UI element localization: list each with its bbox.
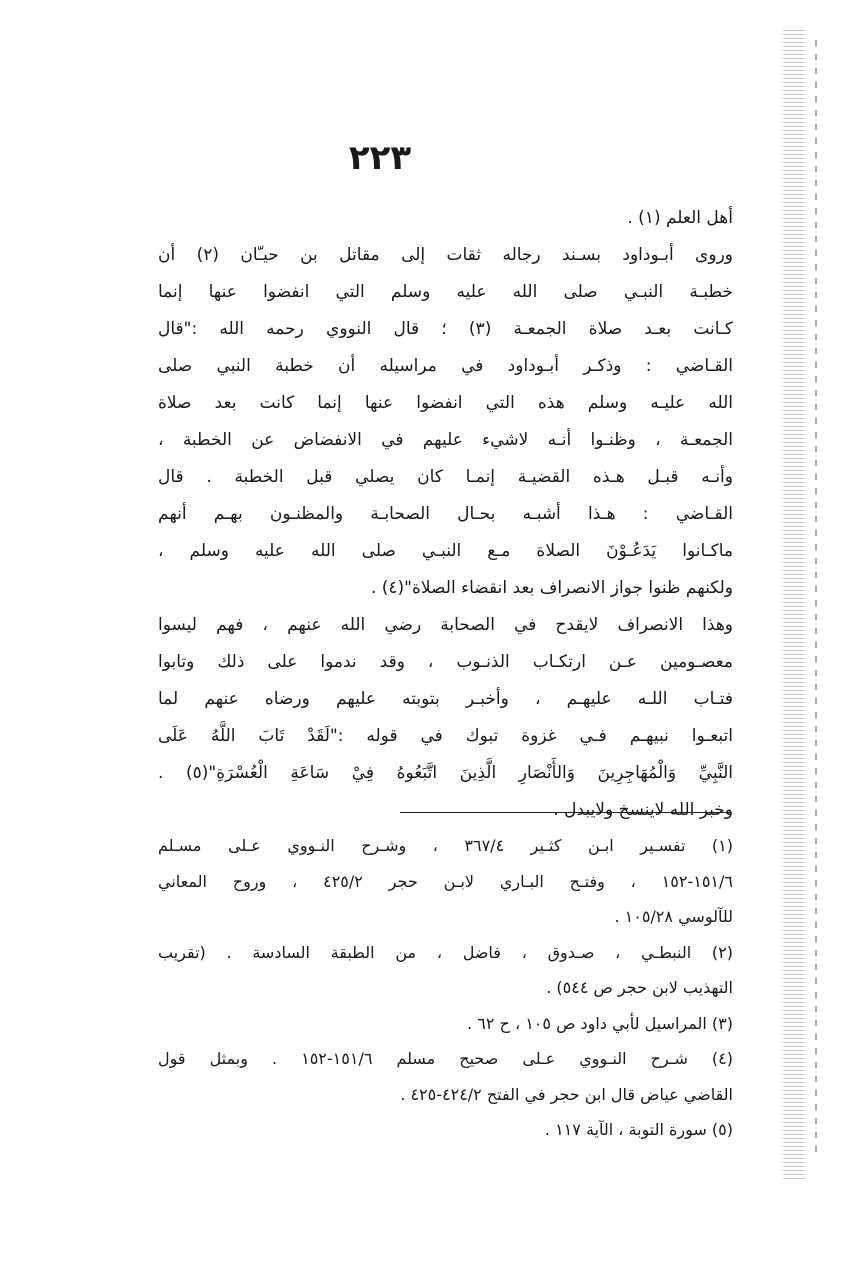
footnote-line: التهذيب لابن حجر ص ٥٤٤) .	[546, 978, 733, 997]
footnote-line: (٥) سورة التوبة ، الآية ١١٧ .	[544, 1120, 733, 1139]
body-line: القـاضي : هـذا أشبـه بحـال الصحابـة والمظنـون بهـم أنهم	[158, 504, 733, 524]
body-line: النَّبِيِّ وَالْمُهَاجِرِينَ وَالأَنْصَارِ الَّذِينَ اتَّبَعُوهُ فِيْ سَاعَةِ الْعُسْرَةِ"(٥) .	[158, 763, 733, 783]
body-line: الله عليـه وسلم هذه التي انفضوا عنها إنما كانت بعد صلاة	[158, 393, 733, 413]
body-line: خطبـة النبـي صلى الله عليه وسلم التي انفضوا عنها إنما	[158, 282, 733, 302]
body-line: كـانت بعـد صلاة الجمعـة (٣) ؛ قال النووي رحمه الله :"قال	[158, 319, 733, 339]
footnote-line: ١٥١/٦-١٥٢ ، وفتـح البـاري لابـن حجر ٤٢٥/٢ ، وروح المعاني	[158, 871, 733, 891]
body-line: معصـومين عـن ارتكـاب الذنـوب ، وقد ندموا على ذلك وتابوا	[158, 652, 733, 672]
body-line: القـاضي : وذكـر أبـوداود في مراسيله أن خطبة النبي صلى	[158, 356, 733, 376]
body-line: الجمعـة ، وظنـوا أنـه لاشيء عليهم في الانفضاض عن الخطبة ،	[158, 430, 733, 450]
body-line: ولكنهم ظنوا جواز الانصراف بعد انقضاء الصلاة"(٤) .	[370, 578, 733, 598]
body-line: وروى أبـوداود بسـند رجاله ثقات إلى مقاتل بن حيـّان (٢) أن	[158, 245, 733, 265]
footnote-line: القاضي عياض قال ابن حجر في الفتح ٤٢٤/٢-٤٢٥ .	[400, 1084, 733, 1104]
body-line: وهذا الانصراف لايقدح في الصحابة رضي الله عنهم ، فهم ليسوا	[158, 615, 733, 635]
scan-edge-noise	[783, 30, 805, 1180]
page-number: ٢٢٣	[348, 138, 412, 178]
footnote-separator	[400, 812, 730, 813]
body-line: ماكـانوا يَدَعُـوْنَ الصلاة مـع النبـي صلى الله عليه وسلم ،	[158, 541, 733, 561]
body-line: أهل العلم (١) .	[627, 208, 733, 228]
body-line: اتبعـوا نبيهـم فـي غزوة تبوك في قوله :"لَقَدْ تَابَ اللَّهُ عَلَى	[158, 726, 733, 746]
footnote-line: (٢) النبطـي ، صـدوق ، فاضل ، من الطبقة السادسة . (تقريب	[158, 942, 733, 962]
body-text	[158, 200, 733, 829]
body-line: وأنـه قبـل هـذه القضيـة إنمـا كان يصلي قبل الخطبة . قال	[158, 467, 733, 487]
scan-edge-line	[815, 40, 817, 1160]
footnote-line: (٣) المراسيل لأبي داود ص ١٠٥ ، ح ٦٢ .	[467, 1013, 733, 1033]
body-line: فتـاب اللـه عليهـم ، وأخبـر بتوبته عليهم ورضاه عنهم لما	[158, 689, 733, 709]
footnote-line: (٤) شـرح النـووي عـلى صحيح مسلم ١٥١/٦-١٥٢ . وبمثل قول	[158, 1049, 733, 1068]
body-line: وخبر الله لاينسخ ولايبدل .	[553, 800, 733, 820]
footnote-line: (١) تفسـير ابـن كثـير ٣٦٧/٤ ، وشـرح النـووي عـلى مسـلم	[158, 836, 733, 855]
footnote-line: للآلوسي ١٠٥/٢٨ .	[614, 907, 733, 926]
footnotes	[158, 828, 733, 1148]
